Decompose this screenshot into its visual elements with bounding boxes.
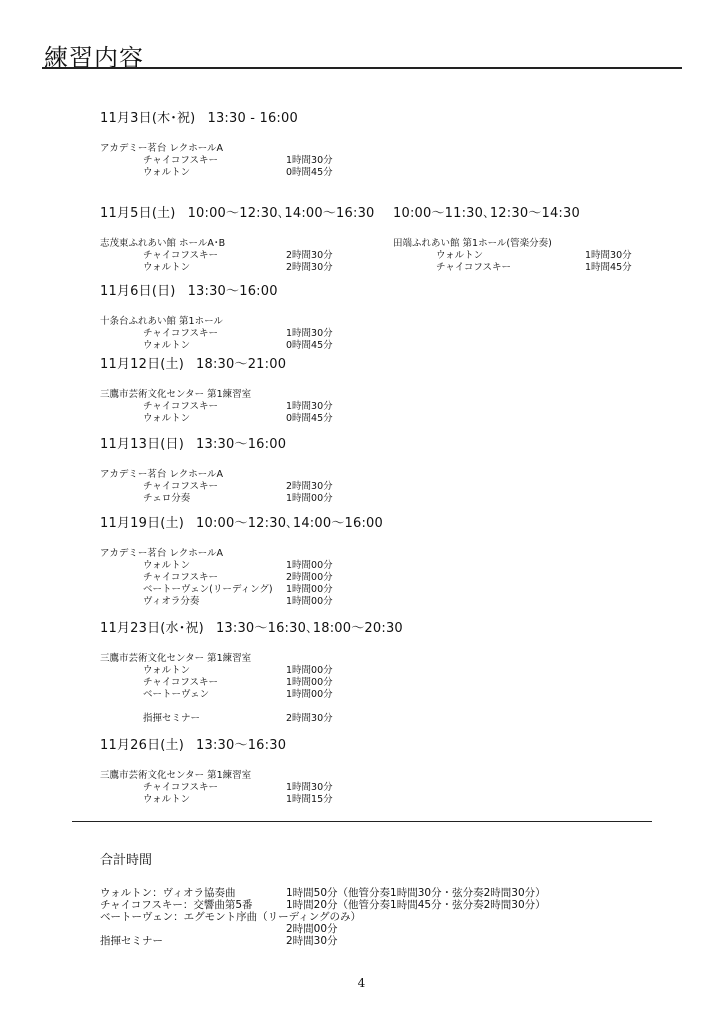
item-duration: 0時間45分 bbox=[286, 413, 333, 424]
item-name: 指揮セミナー bbox=[143, 713, 201, 724]
session-date: 11月6日(日) bbox=[100, 284, 176, 299]
item-name: ベートーヴェン bbox=[143, 689, 210, 700]
session-item bbox=[100, 250, 400, 262]
summary-table bbox=[100, 887, 700, 947]
session-nov19 bbox=[100, 516, 400, 608]
summary-row bbox=[100, 923, 700, 935]
item-duration: 1時間30分 bbox=[286, 155, 333, 166]
summary-label: 指揮セミナー bbox=[100, 935, 163, 947]
session-date: 11月26日(土) bbox=[100, 738, 185, 753]
item-duration: 2時間00分 bbox=[286, 572, 333, 583]
item-name: チャイコフスキー bbox=[143, 328, 218, 339]
session-item bbox=[100, 782, 400, 794]
session-date-line bbox=[100, 516, 400, 532]
session-item bbox=[100, 665, 400, 677]
item-name: ヴィオラ分奏 bbox=[143, 596, 200, 607]
session-date-line bbox=[393, 206, 693, 222]
session-time: 10:00～12:30､14:00～16:00 bbox=[196, 516, 383, 531]
session-date-line bbox=[100, 437, 400, 453]
session-venue: アカデミー茗台 レクホールA bbox=[100, 143, 224, 154]
item-name: ウォルトン bbox=[436, 250, 484, 261]
item-duration: 1時間00分 bbox=[286, 677, 333, 688]
summary-value: 1時間20分（他管分奏1時間45分・弦分奏2時間30分） bbox=[286, 899, 546, 911]
item-name: チャイコフスキー bbox=[143, 155, 218, 166]
summary-row bbox=[100, 911, 700, 923]
item-duration: 1時間00分 bbox=[286, 665, 333, 676]
session-item bbox=[393, 262, 693, 274]
session-date: 11月3日(木･祝) bbox=[100, 111, 196, 126]
item-duration: 1時間00分 bbox=[286, 493, 333, 504]
session-time: 13:30 - 16:00 bbox=[207, 111, 298, 126]
item-name: チェロ分奏 bbox=[143, 493, 191, 504]
session-item bbox=[100, 481, 400, 493]
session-nov23 bbox=[100, 621, 403, 725]
session-nov26 bbox=[100, 738, 400, 806]
session-time: 13:30～16:00 bbox=[196, 437, 287, 452]
session-nov5-second-venue bbox=[393, 206, 693, 274]
page-number: 4 bbox=[357, 976, 366, 990]
summary-label: ウォルトン：ヴィオラ協奏曲 bbox=[100, 887, 236, 899]
item-duration: 1時間00分 bbox=[286, 584, 333, 595]
item-duration: 2時間30分 bbox=[286, 713, 333, 724]
summary-value: 2時間00分 bbox=[286, 923, 338, 935]
session-nov6 bbox=[100, 284, 400, 352]
item-duration: 2時間30分 bbox=[286, 262, 333, 273]
item-name: チャイコフスキー bbox=[143, 481, 218, 492]
item-duration: 1時間00分 bbox=[286, 560, 333, 571]
session-nov3 bbox=[100, 111, 400, 179]
summary-value: 2時間30分 bbox=[286, 935, 338, 947]
item-name: チャイコフスキー bbox=[143, 250, 218, 261]
session-date-line bbox=[100, 284, 400, 300]
item-name: チャイコフスキー bbox=[436, 262, 511, 273]
session-date: 11月12日(土) bbox=[100, 357, 185, 372]
session-time: 10:00～11:30､12:30～14:30 bbox=[393, 206, 580, 221]
summary-row bbox=[100, 899, 700, 911]
session-date: 11月5日(土) bbox=[100, 206, 176, 221]
item-name: チャイコフスキー bbox=[143, 401, 218, 412]
item-name: チャイコフスキー bbox=[143, 782, 218, 793]
title-divider bbox=[42, 67, 682, 69]
summary-row bbox=[100, 935, 700, 947]
item-duration: 1時間30分 bbox=[585, 250, 632, 261]
session-item bbox=[100, 794, 400, 806]
session-nov13 bbox=[100, 437, 400, 505]
item-name: ウォルトン bbox=[143, 340, 191, 351]
session-date-line bbox=[100, 357, 400, 373]
session-time: 13:30～16:30､18:00～20:30 bbox=[215, 621, 403, 636]
session-item bbox=[100, 584, 400, 596]
session-venue: 三鷹市芸術文化センター 第1練習室 bbox=[100, 770, 252, 781]
item-duration: 0時間45分 bbox=[286, 340, 333, 351]
session-item bbox=[100, 340, 400, 352]
summary-label: ベートーヴェン：エグモント序曲（リーディングのみ） bbox=[100, 911, 362, 923]
session-item bbox=[393, 250, 693, 262]
item-name: ウォルトン bbox=[143, 665, 191, 676]
session-venue: 三鷹市芸術文化センター 第1練習室 bbox=[100, 653, 252, 664]
session-item bbox=[100, 262, 400, 274]
session-venue: アカデミー茗台 レクホールA bbox=[100, 548, 224, 559]
section-divider bbox=[72, 821, 652, 822]
session-item bbox=[100, 493, 400, 505]
session-date-line bbox=[100, 111, 400, 127]
session-item bbox=[100, 155, 400, 167]
session-date: 11月19日(土) bbox=[100, 516, 185, 531]
session-date-line bbox=[100, 206, 400, 222]
summary-title: 合計時間 bbox=[100, 853, 153, 868]
session-venue: 十条台ふれあい館 第1ホール bbox=[100, 316, 223, 327]
item-duration: 1時間30分 bbox=[286, 401, 333, 412]
session-item bbox=[100, 572, 400, 584]
item-duration: 2時間30分 bbox=[286, 481, 333, 492]
page-title: 練習内容 bbox=[44, 44, 144, 72]
summary-label: チャイコフスキー：交響曲第5番 bbox=[100, 899, 253, 911]
session-date-line bbox=[100, 738, 400, 754]
item-name: チャイコフスキー bbox=[143, 572, 218, 583]
summary-row bbox=[100, 887, 700, 899]
session-item bbox=[100, 560, 400, 572]
item-duration: 1時間00分 bbox=[286, 596, 333, 607]
session-venue: アカデミー茗台 レクホールA bbox=[100, 469, 224, 480]
session-item bbox=[100, 689, 400, 701]
item-name: ウォルトン bbox=[143, 262, 191, 273]
session-date: 11月23日(水･祝) bbox=[100, 621, 204, 636]
session-venue: 田端ふれあい館 第1ホール(管楽分奏) bbox=[393, 238, 552, 249]
session-time: 18:30～21:00 bbox=[196, 357, 287, 372]
item-duration: 0時間45分 bbox=[286, 167, 333, 178]
summary-value: 1時間50分（他管分奏1時間30分・弦分奏2時間30分） bbox=[286, 887, 546, 899]
item-duration: 1時間15分 bbox=[286, 794, 333, 805]
item-name: ベートーヴェン(リーディング) bbox=[143, 584, 273, 595]
session-item bbox=[100, 167, 400, 179]
session-item bbox=[100, 328, 400, 340]
item-duration: 1時間30分 bbox=[286, 328, 333, 339]
session-date-line bbox=[100, 621, 403, 637]
session-item bbox=[100, 596, 400, 608]
item-name: ウォルトン bbox=[143, 167, 191, 178]
item-name: ウォルトン bbox=[143, 794, 191, 805]
session-venue: 三鷹市芸術文化センター 第1練習室 bbox=[100, 389, 252, 400]
item-name: チャイコフスキー bbox=[143, 677, 218, 688]
session-time: 13:30～16:00 bbox=[187, 284, 278, 299]
session-venue: 志茂東ふれあい館 ホールA･B bbox=[100, 238, 226, 249]
session-time: 13:30～16:30 bbox=[196, 738, 287, 753]
session-nov5 bbox=[100, 206, 400, 274]
item-name: ウォルトン bbox=[143, 413, 191, 424]
item-duration: 1時間00分 bbox=[286, 689, 333, 700]
session-item bbox=[100, 677, 400, 689]
session-date: 11月13日(日) bbox=[100, 437, 185, 452]
session-time: 10:00～12:30､14:00～16:30 bbox=[187, 206, 375, 221]
item-duration: 1時間45分 bbox=[585, 262, 632, 273]
item-name: ウォルトン bbox=[143, 560, 191, 571]
item-duration: 2時間30分 bbox=[286, 250, 333, 261]
item-duration: 1時間30分 bbox=[286, 782, 333, 793]
session-item bbox=[100, 713, 400, 725]
session-item bbox=[100, 413, 400, 425]
session-nov12 bbox=[100, 357, 400, 425]
session-item bbox=[100, 401, 400, 413]
